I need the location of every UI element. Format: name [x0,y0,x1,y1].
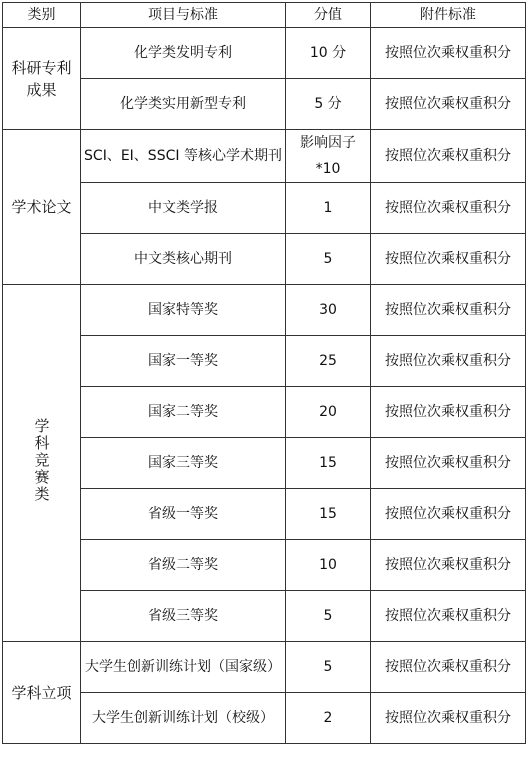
score-cell: 25 [286,336,371,387]
score-cell: 5 [286,234,371,285]
category-cell [3,130,81,285]
category-label: 科研专利成果 [11,58,72,99]
score-cell: 20 [286,387,371,438]
table-row [3,693,526,744]
header-attachment: 附件标准 [371,3,526,28]
score-cell: 5 分 [286,79,371,130]
table-row [3,489,526,540]
table-row [3,591,526,642]
item-cell: 省级二等奖 [81,540,286,591]
table-row [3,130,526,183]
score-cell: 影响因子*10 [286,130,371,183]
attachment-cell: 按照位次乘权重积分 [371,285,526,336]
score-cell: 1 [286,183,371,234]
category-cell [3,285,81,642]
attachment-cell: 按照位次乘权重积分 [371,336,526,387]
attachment-cell: 按照位次乘权重积分 [371,591,526,642]
item-cell: 国家三等奖 [81,438,286,489]
table-header-row [3,3,526,28]
table-row [3,28,526,79]
item-cell: 大学生创新训练计划（校级） [81,693,286,744]
score-cell: 15 [286,489,371,540]
item-cell: 中文类核心期刊 [81,234,286,285]
attachment-cell: 按照位次乘权重积分 [371,693,526,744]
table-row [3,183,526,234]
category-label: 学科竞赛类 [32,417,51,503]
category-label: 学科立项 [11,683,72,702]
item-cell: 省级三等奖 [81,591,286,642]
item-cell: 化学类实用新型专利 [81,79,286,130]
item-cell: 大学生创新训练计划（国家级） [81,642,286,693]
score-cell: 10 分 [286,28,371,79]
header-category: 类别 [3,3,81,28]
header-score: 分值 [286,3,371,28]
item-cell: 国家特等奖 [81,285,286,336]
score-cell: 5 [286,642,371,693]
attachment-cell: 按照位次乘权重积分 [371,540,526,591]
attachment-cell: 按照位次乘权重积分 [371,642,526,693]
table-row [3,642,526,693]
table-row [3,336,526,387]
attachment-cell: 按照位次乘权重积分 [371,438,526,489]
attachment-cell: 按照位次乘权重积分 [371,130,526,183]
attachment-cell: 按照位次乘权重积分 [371,234,526,285]
category-cell [3,28,81,130]
attachment-cell: 按照位次乘权重积分 [371,28,526,79]
attachment-cell: 按照位次乘权重积分 [371,387,526,438]
attachment-cell: 按照位次乘权重积分 [371,489,526,540]
item-cell: 化学类发明专利 [81,28,286,79]
attachment-cell: 按照位次乘权重积分 [371,79,526,130]
score-cell: 5 [286,591,371,642]
score-cell: 30 [286,285,371,336]
attachment-cell: 按照位次乘权重积分 [371,183,526,234]
table-row [3,234,526,285]
table-row [3,79,526,130]
item-cell: 省级一等奖 [81,489,286,540]
item-cell: 国家一等奖 [81,336,286,387]
table-row [3,285,526,336]
category-cell [3,642,81,744]
score-cell: 15 [286,438,371,489]
item-cell: 国家二等奖 [81,387,286,438]
score-cell: 10 [286,540,371,591]
item-cell: 中文类学报 [81,183,286,234]
score-cell: 2 [286,693,371,744]
scoring-table [2,2,526,744]
table-row [3,438,526,489]
table-row [3,387,526,438]
table-row [3,540,526,591]
header-item: 项目与标准 [81,3,286,28]
category-label: 学术论文 [11,198,72,216]
item-cell: SCI、EI、SSCI 等核心学术期刊 [81,130,286,183]
